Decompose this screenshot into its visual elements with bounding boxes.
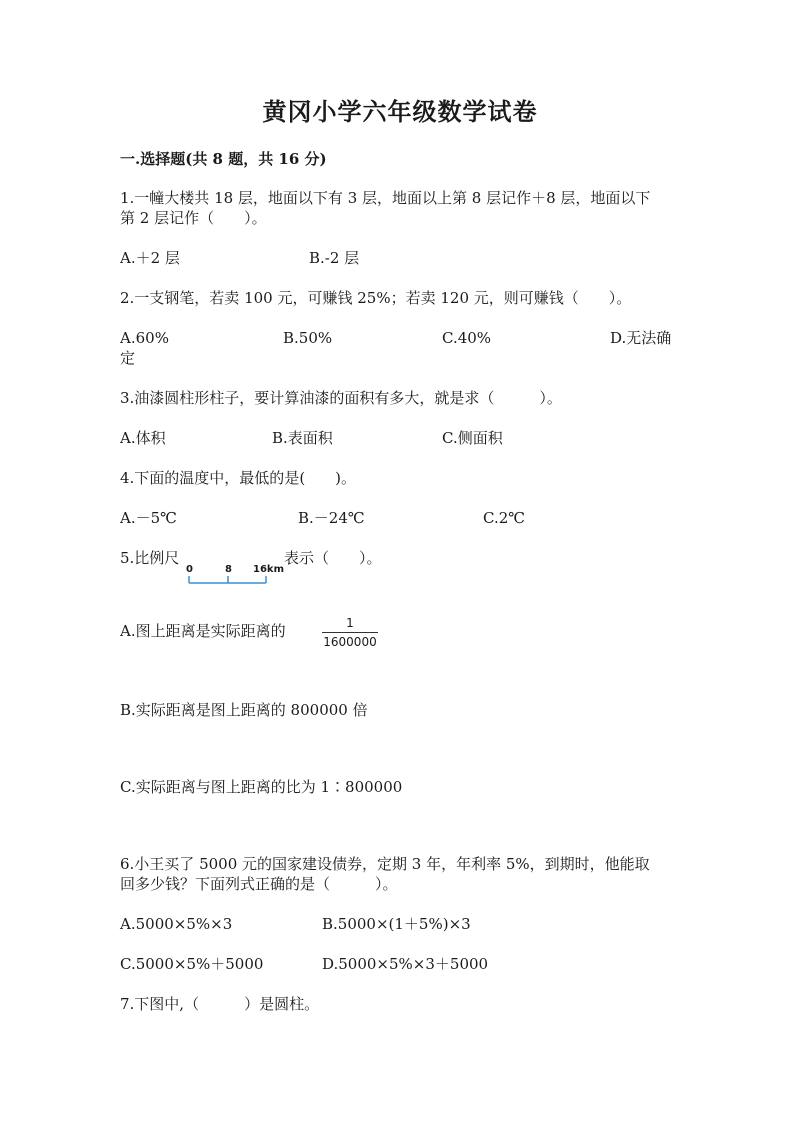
question-6-option-b: B.5000×(1＋5%)×3 <box>322 915 471 933</box>
question-6-option-c: C.5000×5%＋5000 <box>120 955 264 973</box>
question-5-option-c: C.实际距离与图上距离的比为 1∶800000 <box>120 778 403 796</box>
question-1-line-1: 1.一幢大楼共 18 层，地面以下有 3 层，地面以上第 8 层记作＋8 层，地面以下 <box>120 189 651 207</box>
question-5-option-b: B.实际距离是图上距离的 800000 倍 <box>120 701 368 719</box>
scale-label-0: 0 <box>186 564 193 575</box>
question-2-option-d-wrap: 定 <box>120 349 136 367</box>
question-6-line-2: 回多少钱？下面列式正确的是（ ）。 <box>120 875 398 893</box>
scale-bar-line <box>184 574 284 586</box>
question-2-option-b: B.50% <box>283 329 333 347</box>
question-4-option-a: A.－5℃ <box>120 509 177 527</box>
fraction-one-over-1600000 <box>318 615 382 650</box>
question-7-text: 7.下图中,（ ）是圆柱。 <box>120 995 320 1013</box>
question-2-text: 2.一支钢笔，若卖 100 元，可赚钱 25%；若卖 120 元，则可赚钱（ ）。 <box>120 289 632 307</box>
question-1-line-2: 第 2 层记作（ ）。 <box>120 209 267 227</box>
section-heading: 一.选择题(共 8 题，共 16 分) <box>120 150 327 168</box>
question-2-option-c: C.40% <box>442 329 492 347</box>
question-3-text: 3.油漆圆柱形柱子，要计算油漆的面积有多大，就是求（ ）。 <box>120 389 562 407</box>
question-6-option-a: A.5000×5%×3 <box>120 915 233 933</box>
question-2-option-a: A.60% <box>120 329 169 347</box>
question-1-option-a: A.＋2 层 <box>120 249 180 267</box>
question-3-option-c: C.侧面积 <box>442 429 503 447</box>
question-6-option-d: D.5000×5%×3＋5000 <box>322 955 489 973</box>
fraction-denominator: 1600000 <box>323 635 377 649</box>
page-title: 黄冈小学六年级数学试卷 <box>262 97 538 126</box>
question-4-text: 4.下面的温度中，最低的是( )。 <box>120 469 357 487</box>
question-3-option-a: A.体积 <box>120 429 166 447</box>
question-2-option-d: D.无法确 <box>610 329 672 347</box>
question-4-option-c: C.2℃ <box>483 509 526 527</box>
scale-label-16km: 16km <box>253 564 284 575</box>
question-6-line-1: 6.小王买了 5000 元的国家建设债券，定期 3 年，年利率 5%，到期时，他能取 <box>120 855 650 873</box>
question-5-option-a: A.图上距离是实际距离的 <box>120 622 286 640</box>
question-5-prefix: 5.比例尺 <box>120 549 180 567</box>
scale-label-8: 8 <box>225 564 232 575</box>
fraction-numerator: 1 <box>346 616 354 630</box>
question-4-option-b: B.－24℃ <box>298 509 365 527</box>
fraction-bar <box>322 632 378 633</box>
question-5-suffix: 表示（ ）。 <box>284 549 382 567</box>
question-1-option-b: B.-2 层 <box>309 249 360 267</box>
question-3-option-b: B.表面积 <box>272 429 333 447</box>
